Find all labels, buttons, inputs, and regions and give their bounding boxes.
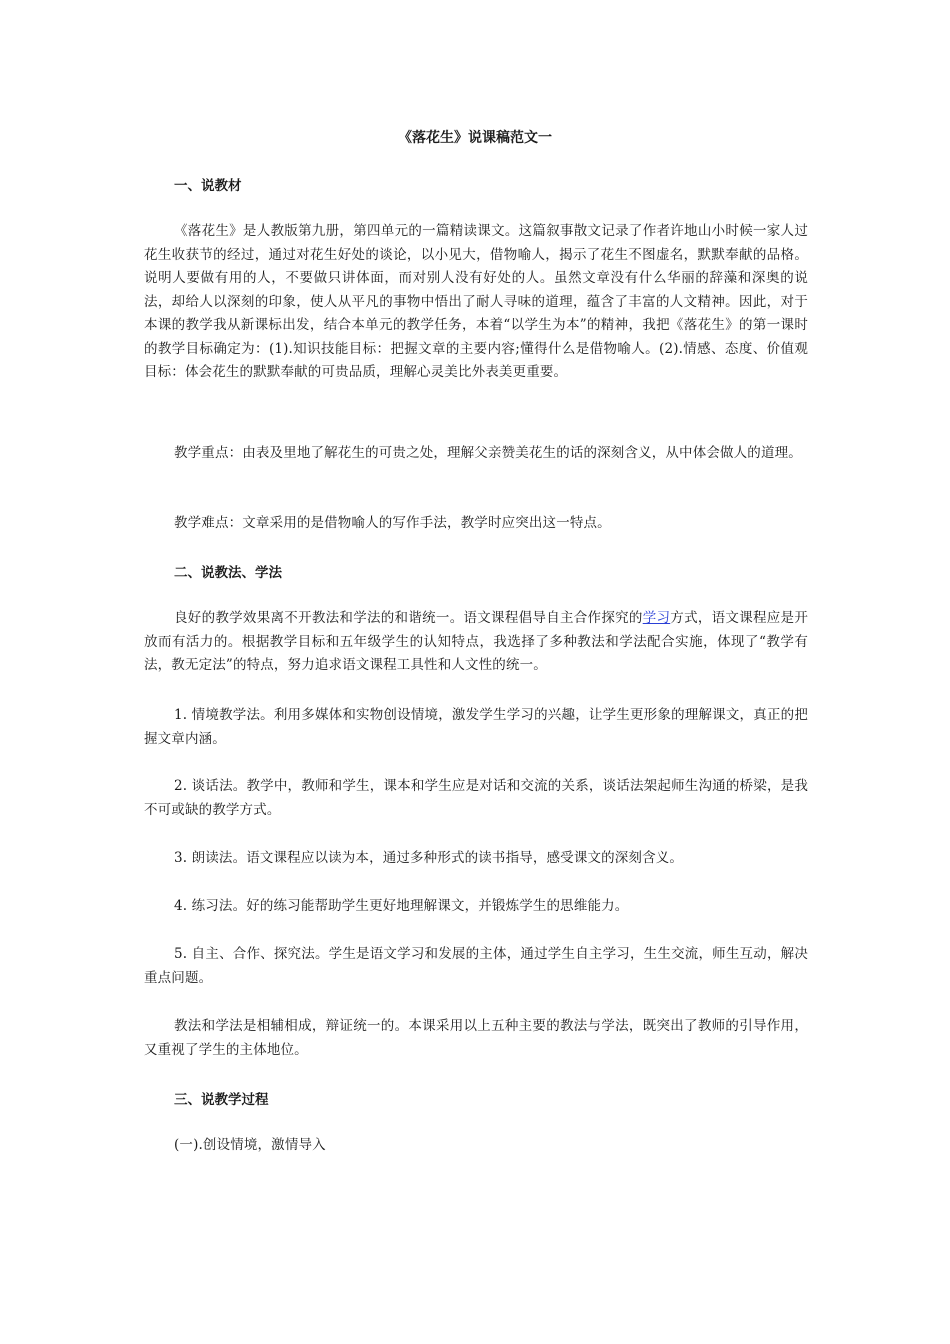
method-item-situational: 1. 情境教学法。利用多媒体和实物创设情境，激发学生学习的兴趣，让学生更形象的理解课文，真正的把握文章内涵。 xyxy=(144,707,808,747)
method-item-reading: 3. 朗读法。语文课程应以读为本，通过多种形式的读书指导，感受课文的深刻含义。 xyxy=(174,850,684,866)
subsection-heading-introduction: (一).创设情境，激情导入 xyxy=(174,1137,326,1153)
paragraph-material-intro: 《落花生》是人教版第九册，第四单元的一篇精读课文。这篇叙事散文记录了作者许地山小时候一家人过花生收获节的经过，通过对花生好处的谈论，以小见大，借物喻人，揭示了花生不图虚名，默默奉献的品格。说明人要做有用的人，不要做只讲体面，而对别人没有好处的人。虽然文章没有什么华丽的辞藻和深奥的说法，却给人以深刻的印象，使人从平凡的事物中悟出了耐人寻味的道理，蕴含了丰富的人文精神。因此，对于本课的教学我从新课标出发，结合本单元的教学任务，本着“以学生为本”的精神，我把《落花生》的第一课时的教学目标确定为：(1).知识技能目标：把握文章的主要内容;懂得什么是借物喻人。(2).情感、态度、价值观目标：体会花生的默默奉献的可贵品质，理解心灵美比外表美更重要。 xyxy=(144,223,808,380)
method-item-dialogue: 2. 谈话法。教学中，教师和学生，课本和学生应是对话和交流的关系，谈话法架起师生沟通的桥梁，是我不可或缺的教学方式。 xyxy=(144,778,808,818)
section-heading-methods: 二、说教法、学法 xyxy=(174,565,282,581)
study-link[interactable]: 学习 xyxy=(642,610,671,626)
method-item-practice: 4. 练习法。好的练习能帮助学生更好地理解课文，并锻炼学生的思维能力。 xyxy=(174,898,629,914)
document-title: 《落花生》说课稿范文一 xyxy=(398,130,552,146)
methods-intro-text-before: 良好的教学效果离不开教法和学法的和谐统一。语文课程倡导自主合作探究的 xyxy=(174,610,643,626)
paragraph-teaching-difficulty: 教学难点：文章采用的是借物喻人的写作手法，教学时应突出这一特点。 xyxy=(174,515,611,531)
method-item-inquiry: 5. 自主、合作、探究法。学生是语文学习和发展的主体，通过学生自主学习，生生交流，师生互动，解决重点问题。 xyxy=(144,946,808,986)
paragraph-methods-intro xyxy=(144,607,808,678)
paragraph-methods-summary: 教法和学法是相辅相成，辩证统一的。本课采用以上五种主要的教法与学法，既突出了教师的引导作用，又重视了学生的主体地位。 xyxy=(144,1018,808,1058)
methods-intro-text-after: 方式，语文课程应是开放而有活力的。根据教学目标和五年级学生的认知特点，我选择了多种教法和学法配合实施，体现了“教学有法，教无定法”的特点，努力追求语文课程工具性和人文性的统一。 xyxy=(144,610,808,673)
section-heading-teaching-process: 三、说教学过程 xyxy=(174,1092,269,1108)
paragraph-teaching-focus: 教学重点：由表及里地了解花生的可贵之处，理解父亲赞美花生的话的深刻含义，从中体会做人的道理。 xyxy=(174,445,802,461)
section-heading-teaching-material: 一、说教材 xyxy=(174,178,242,194)
